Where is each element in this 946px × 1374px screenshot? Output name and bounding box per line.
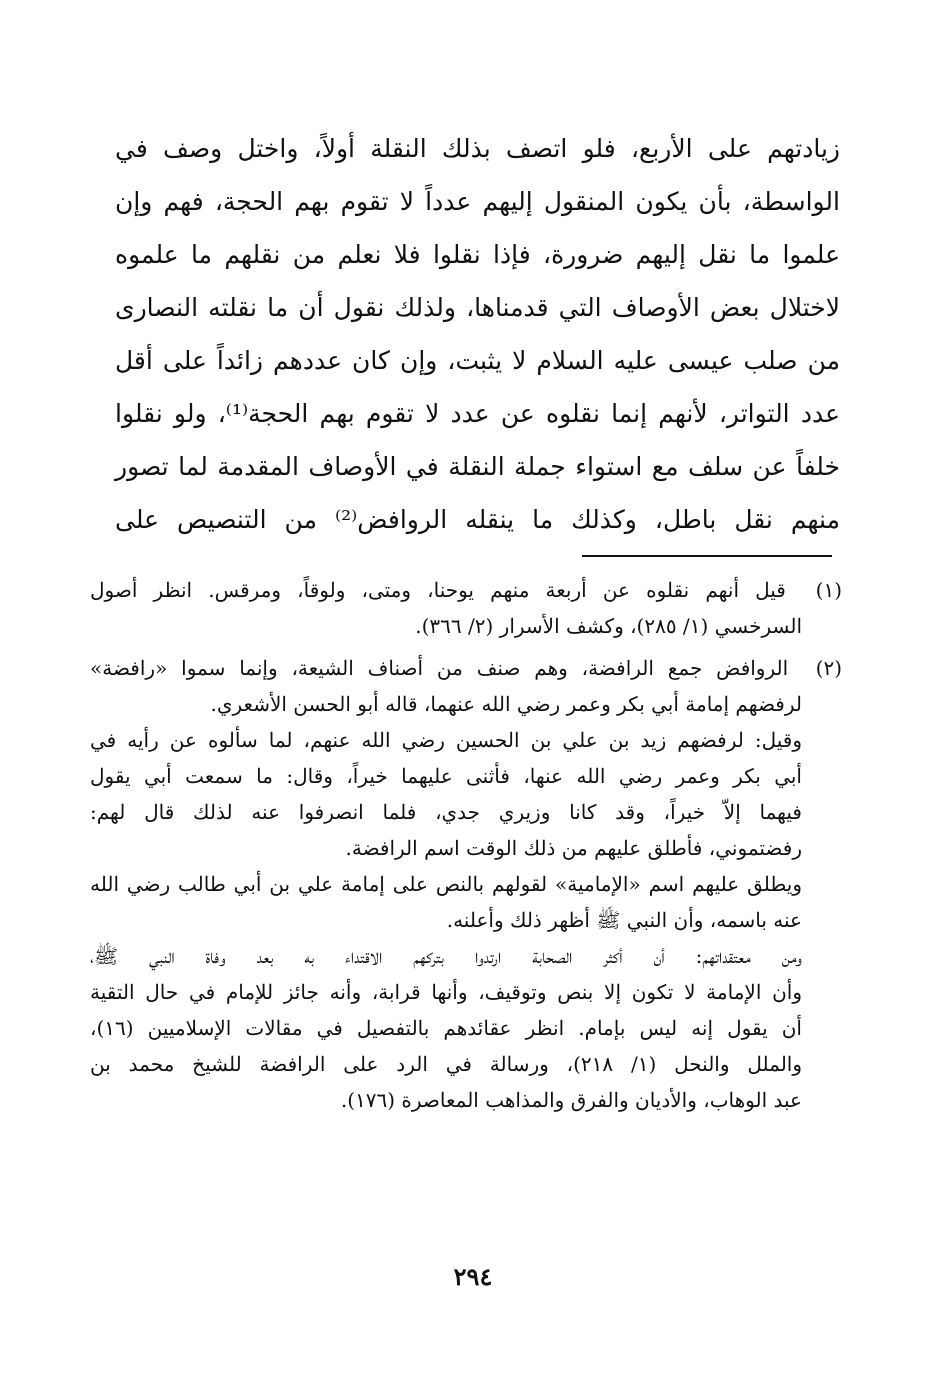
footnote-2-para2-line-3: فيهما إلاّ خيراً، وقد كانا وزيري جدي، فلما انصرفوا عنه لذلك قال لهم:	[90, 800, 802, 824]
main-line-6: عدد التواتر، لأنهم إنما نقلوه عن عدد لا تقوم بهم الحجة⁽¹⁾، ولو نقلوا	[115, 399, 840, 428]
footnote-1-line-1	[90, 572, 842, 608]
footnote-1-line-2: السرخسي (١/ ٢٨٥)، وكشف الأسرار (٢/ ٣٦٦).	[415, 614, 802, 638]
footnote-2-para3-line-1: ويطلق عليهم اسم «الإمامية» لقولهم بالنص على إمامة علي بن أبي طالب رضي الله	[90, 872, 802, 896]
footnote-2-marker: (٢)	[815, 656, 842, 680]
footnotes-section	[90, 572, 842, 1118]
footnote-2-para2-line-4: رفضتموني، فأطلق عليهم من ذلك الوقت اسم الرافضة.	[345, 836, 802, 860]
footnote-1-text-1: قيل أنهم نقلوه عن أربعة منهم يوحنا، ومتى، ولوقاً، ومرقس. انظر أصول	[90, 578, 786, 602]
main-line-8: منهم نقل باطل، وكذلك ما ينقله الروافض⁽²⁾ من التنصيص على	[115, 505, 840, 534]
footnote-2-para2-line-1: وقيل: لرفضهم زيد بن علي بن الحسين رضي الله عنهم، لما سألوه عن رأيه في	[90, 728, 802, 752]
footnote-2-para3-line-2: عنه باسمه، وأن النبي ﷺ أظهر ذلك وأعلنه.	[446, 908, 802, 932]
footnote-2-para4-line-1: ومن معتقداتهم: أن أكثر الصحابة ارتدوا بتركهم الاقتداء به بعد وفاة النبي ﷺ،	[90, 944, 802, 968]
main-line-4: لاختلال بعض الأوصاف التي قدمناها، ولذلك نقول أن ما نقلته النصارى	[115, 293, 840, 322]
page-number: ٢٩٤	[453, 1262, 493, 1291]
main-line-3: علموا ما نقل إليهم ضرورة، فإذا نقلوا فلا نعلم من نقلهم ما علموه	[115, 240, 840, 269]
footnote-2-para4-line-4: والملل والنحل (١/ ٢١٨)، ورسالة في الرد على الرافضة للشيخ محمد بن	[90, 1052, 802, 1076]
footnote-2-para4-line-5: عبد الوهاب، والأديان والفرق والمذاهب المعاصرة (١٧٦).	[340, 1088, 802, 1112]
footnote-2-para4-line-3: أن يقول إنه ليس بإمام. انظر عقائدهم بالتفصيل في مقالات الإسلاميين (١٦)،	[90, 1016, 802, 1040]
footnote-2-para4-line-2: وأن الإمامة لا تكون إلا بنص وتوقيف، وأنها قرابة، وأنه جائز للإمام في حال التقية	[90, 980, 802, 1004]
footnote-2-line-1	[90, 650, 842, 686]
footnote-2-line-2: لرفضهم إمامة أبي بكر وعمر رضي الله عنهما، قاله أبو الحسن الأشعري.	[210, 692, 802, 716]
footnote-separator	[582, 555, 832, 557]
main-line-7: خلفاً عن سلف مع استواء جملة النقلة في الأوصاف المقدمة لما تصور	[115, 452, 840, 481]
footnote-1-marker: (١)	[815, 578, 843, 602]
main-line-5: من صلب عيسى عليه السلام لا يثبت، وإن كان عددهم زائداً على أقل	[115, 346, 840, 375]
footnote-2-text-1: الروافض جمع الرافضة، وهم صنف من أصناف الشيعة، وإنما سموا «رافضة»	[90, 656, 789, 680]
footnote-2-para2-line-2: أبي بكر وعمر رضي الله عنها، فأثنى عليهما خيراً، وقال: ما سمعت أبي يقول	[90, 764, 802, 788]
main-line-1: زيادتهم على الأربع، فلو اتصف بذلك النقلة أولاً، واختل وصف في	[115, 134, 840, 163]
main-line-2: الواسطة، بأن يكون المنقول إليهم عدداً لا تقوم بهم الحجة، فهم وإن	[115, 187, 840, 216]
main-body-text	[115, 122, 840, 546]
